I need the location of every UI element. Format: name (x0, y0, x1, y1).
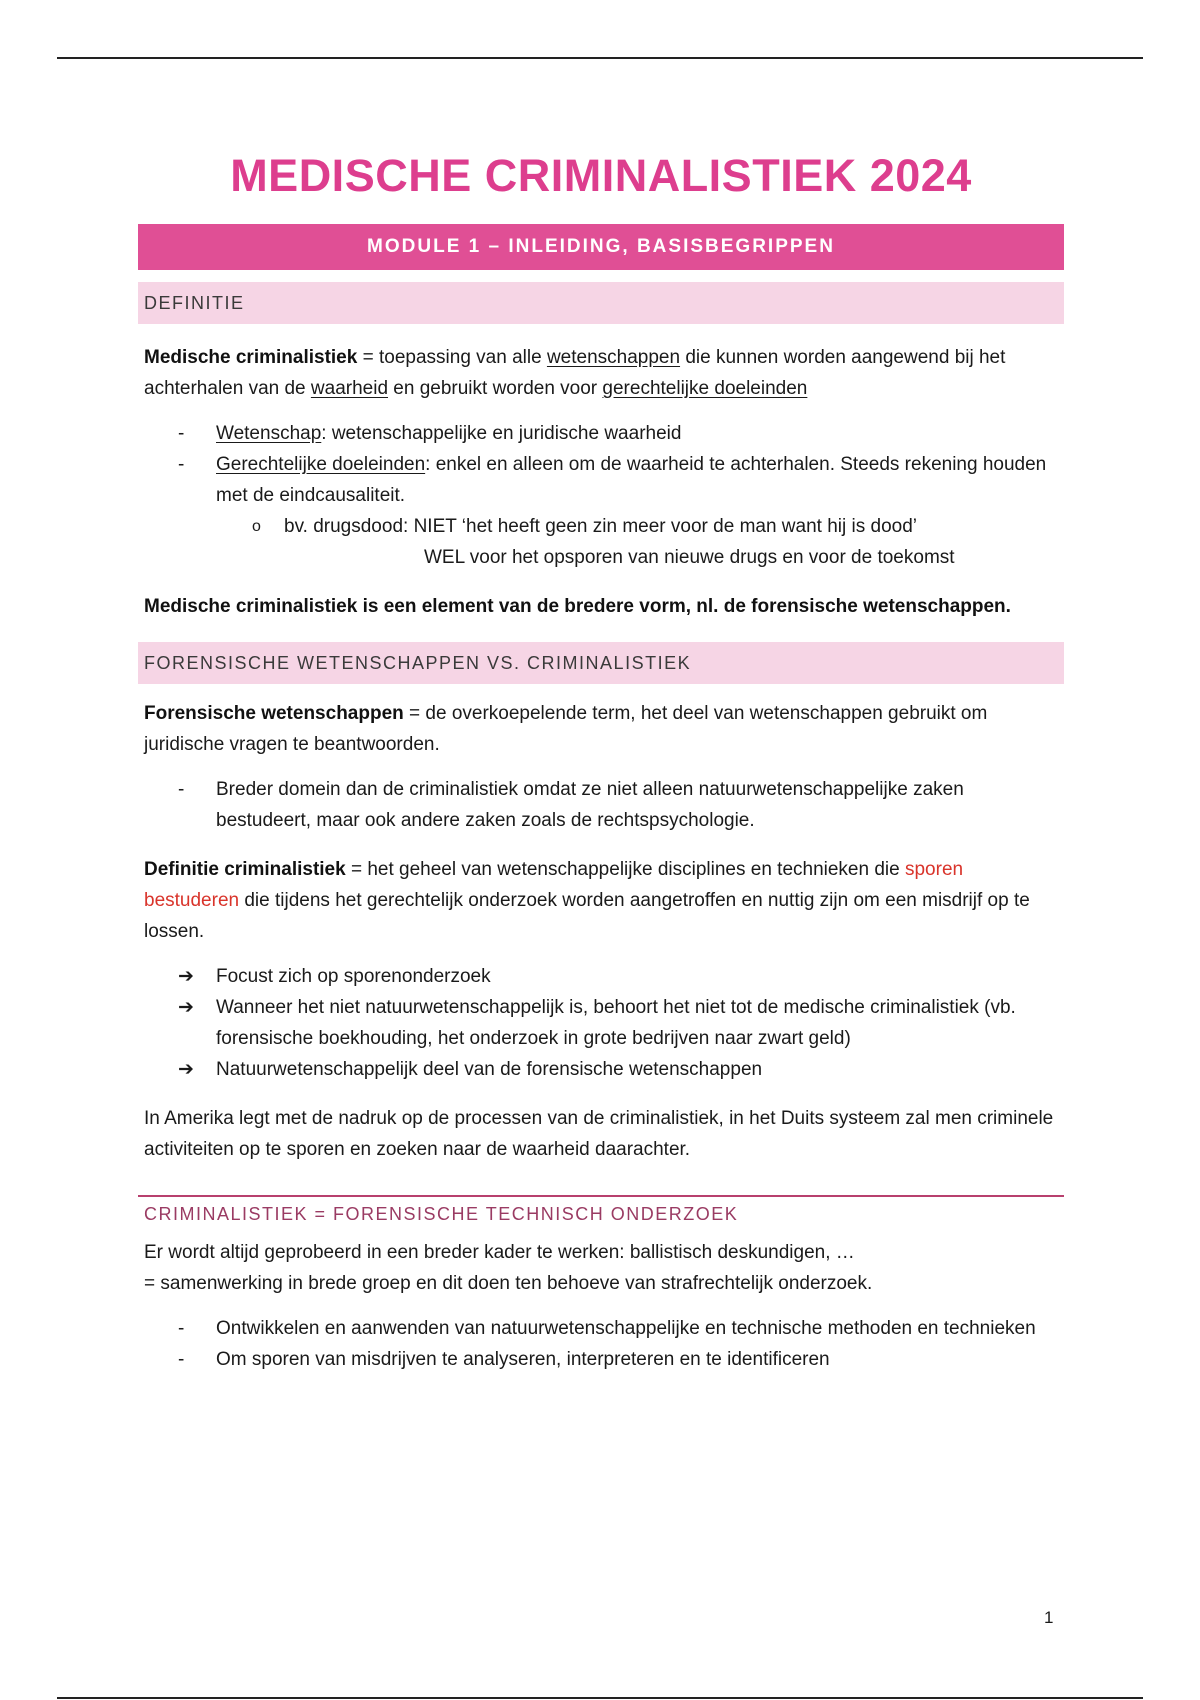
list-item (138, 1054, 1064, 1085)
bullet-text: Breder domein dan de criminalistiek omdat ze niet alleen natuurwetenschappelijke zaken bestudeert, maar ook andere zaken zoals de rechtspsychologie. (216, 779, 964, 831)
bullet-text: : wetenschappelijke en juridische waarheid (321, 423, 682, 444)
text: die tijdens het gerechtelijk onderzoek worden aangetroffen en nuttig zijn om een misdrijf op te lossen. (144, 890, 1030, 942)
underlined-term: wetenschappen (546, 347, 681, 368)
text: en gebruikt worden voor (388, 378, 603, 399)
conclusion-text: Medische criminalistiek is een element van de bredere vorm, nl. de forensische wetenschappen. (144, 596, 1011, 617)
closing-paragraph: In Amerika legt met de nadruk op de processen van de criminalistiek, in het Duits systeem zal men criminele activiteiten op te sporen en zoeken naar de waarheid daarachter. (144, 1108, 1054, 1160)
arrow-item-text: Natuurwetenschappelijk deel van de forensische wetenschappen (216, 1059, 763, 1080)
text: = de overkoepelende term, het deel van wetenschappen gebruikt om juridische vragen te beantwoorden. (144, 703, 988, 755)
document-body (138, 148, 1064, 1375)
section-heading-fto: CRIMINALISTIEK = FORENSISCHE TECHNISCH ONDERZOEK (138, 1195, 1064, 1231)
fto-bullets (138, 1313, 1064, 1375)
bullet-text: Ontwikkelen en aanwenden van natuurwetenschappelijke en technische methoden en technieken (216, 1318, 1036, 1339)
bottom-rule (57, 1697, 1143, 1699)
term-forensische-wetenschappen: Forensische wetenschappen (144, 703, 404, 724)
list-item (138, 774, 1064, 836)
sub-bullet-continuation: WEL voor het opsporen van nieuwe drugs en voor de toekomst (424, 547, 955, 568)
underlined-term: gerechtelijke doeleinden (602, 378, 808, 399)
fto-line-2: = samenwerking in brede groep en dit doen ten behoeve van strafrechtelijk onderzoek. (144, 1273, 873, 1294)
page-number: 1 (1044, 1608, 1054, 1627)
criminalistics-definition (138, 854, 1064, 947)
list-item (138, 418, 1064, 449)
forensic-bullets (138, 774, 1064, 836)
dash-marker: - (178, 1318, 185, 1339)
circle-bullet-icon: o (252, 518, 261, 535)
sub-bullet-line: bv. drugsdood: NIET ‘het heeft geen zin meer voor de man want hij is dood’ (284, 516, 917, 537)
list-item (138, 449, 1064, 511)
dash-marker: - (178, 779, 185, 800)
list-item (138, 961, 1064, 992)
term-definitie-criminalistiek: Definitie criminalistiek (144, 859, 346, 880)
text: = toepassing van alle (357, 347, 547, 368)
arrow-list (138, 961, 1064, 1085)
list-item (138, 992, 1064, 1054)
section-heading-definitie: DEFINITIE (138, 282, 1064, 324)
list-item (138, 1313, 1064, 1344)
fto-line-1: Er wordt altijd geprobeerd in een breder kader te werken: ballistisch deskundigen, … (144, 1242, 855, 1263)
dash-marker: - (178, 423, 185, 444)
definition-conclusion (138, 591, 1064, 622)
text: die kunnen worden aangewend bij het achterhalen van de (144, 347, 1006, 399)
arrow-right-icon: ➔ (178, 1059, 194, 1080)
bullet-term: Wetenschap (216, 423, 322, 444)
text: = het geheel van wetenschappelijke disciplines en technieken die (345, 859, 905, 880)
dash-marker: - (178, 454, 185, 475)
page-title: MEDISCHE CRIMINALISTIEK 2024 (230, 150, 972, 201)
arrow-right-icon: ➔ (178, 997, 194, 1018)
term-medische-criminalistiek: Medische criminalistiek (144, 347, 358, 368)
bullet-text: Om sporen van misdrijven te analyseren, interpreteren en te identificeren (216, 1349, 830, 1370)
arrow-right-icon: ➔ (178, 966, 194, 987)
forensic-definition (138, 698, 1064, 760)
dash-marker: - (178, 1349, 185, 1370)
underlined-term: waarheid (310, 378, 389, 399)
bullet-text: : enkel en alleen om de waarheid te achterhalen. Steeds rekening houden met de eindcausaliteit. (216, 454, 1047, 506)
sub-bullet (138, 511, 1064, 573)
highlighted-text: sporen bestuderen (144, 859, 964, 911)
definition-bullets (138, 418, 1064, 511)
definition-paragraph (138, 342, 1064, 404)
module-banner: MODULE 1 – INLEIDING, BASISBEGRIPPEN (138, 224, 1064, 270)
top-rule (57, 57, 1143, 59)
section-heading-forensisch: FORENSISCHE WETENSCHAPPEN VS. CRIMINALISTIEK (138, 642, 1064, 684)
arrow-item-text: Focust zich op sporenonderzoek (216, 966, 491, 987)
arrow-item-text: Wanneer het niet natuurwetenschappelijk is, behoort het niet tot de medische criminalistiek (vb. forensische boekhouding, het onderzoek in grote bedrijven naar zwart geld) (216, 997, 1016, 1049)
list-item (138, 1344, 1064, 1375)
bullet-term: Gerechtelijke doeleinden (216, 454, 426, 475)
